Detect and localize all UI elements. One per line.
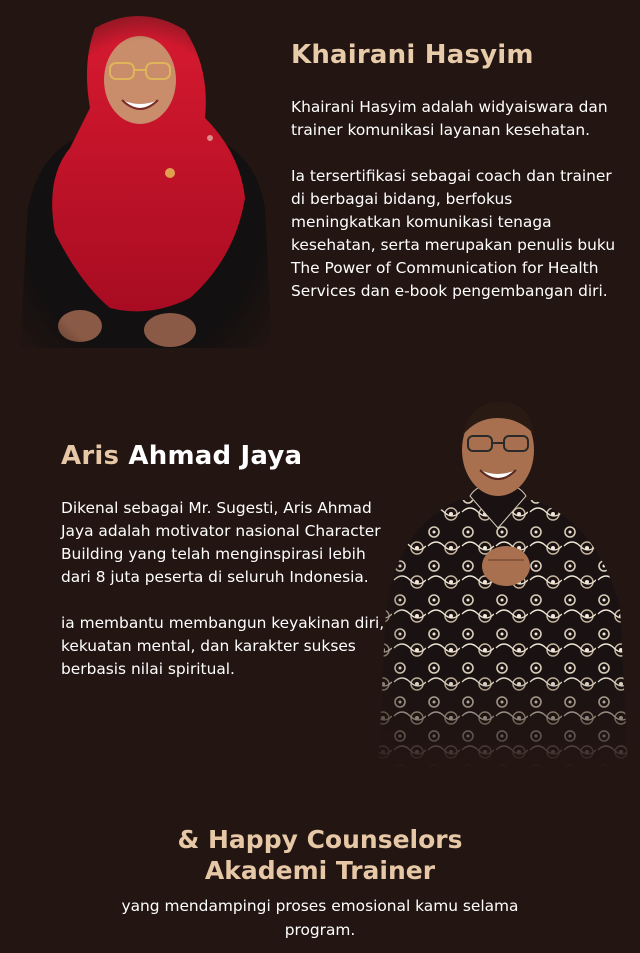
counselors-subtitle: yang mendampingi proses emosional kamu selama program.	[121, 897, 519, 939]
speaker-first-name: Khairani	[291, 40, 416, 70]
counselors-title-line1: & Happy Counselors	[177, 825, 463, 854]
bio-paragraph: Khairani Hasyim adalah widyaiswara dan trainer komunikasi layanan kesehatan.	[291, 98, 608, 139]
speaker-photo-aris	[358, 388, 630, 768]
counselors-title-line2: Akademi Trainer	[204, 856, 436, 885]
speaker-last-name: Ahmad Jaya	[128, 441, 303, 471]
speaker-photo-khairani	[10, 8, 275, 356]
speaker-first-name: Aris	[61, 441, 120, 471]
speaker-name-aris	[61, 441, 302, 471]
speaker-bio-aris	[61, 497, 391, 681]
speaker-bio-khairani	[291, 96, 621, 303]
speaker-last-name: Hasyim	[424, 40, 534, 70]
speaker-name-khairani	[291, 40, 534, 70]
counselors-title	[0, 824, 640, 886]
bio-paragraph: ia membantu membangun keyakinan diri, kekuatan mental, dan karakter sukses berbasis nilai spiritual.	[61, 614, 385, 678]
bio-paragraph: Ia tersertifikasi sebagai coach dan trainer di berbagai bidang, berfokus meningkatkan komunikasi tenaga kesehatan, serta merupakan penulis buku The Power of Communication for Health Services dan e-book pengembangan diri.	[291, 167, 616, 300]
bio-paragraph: Dikenal sebagai Mr. Sugesti, Aris Ahmad Jaya adalah motivator nasional Character Building yang telah menginspirasi lebih dari 8 juta peserta di seluruh Indonesia.	[61, 499, 381, 586]
